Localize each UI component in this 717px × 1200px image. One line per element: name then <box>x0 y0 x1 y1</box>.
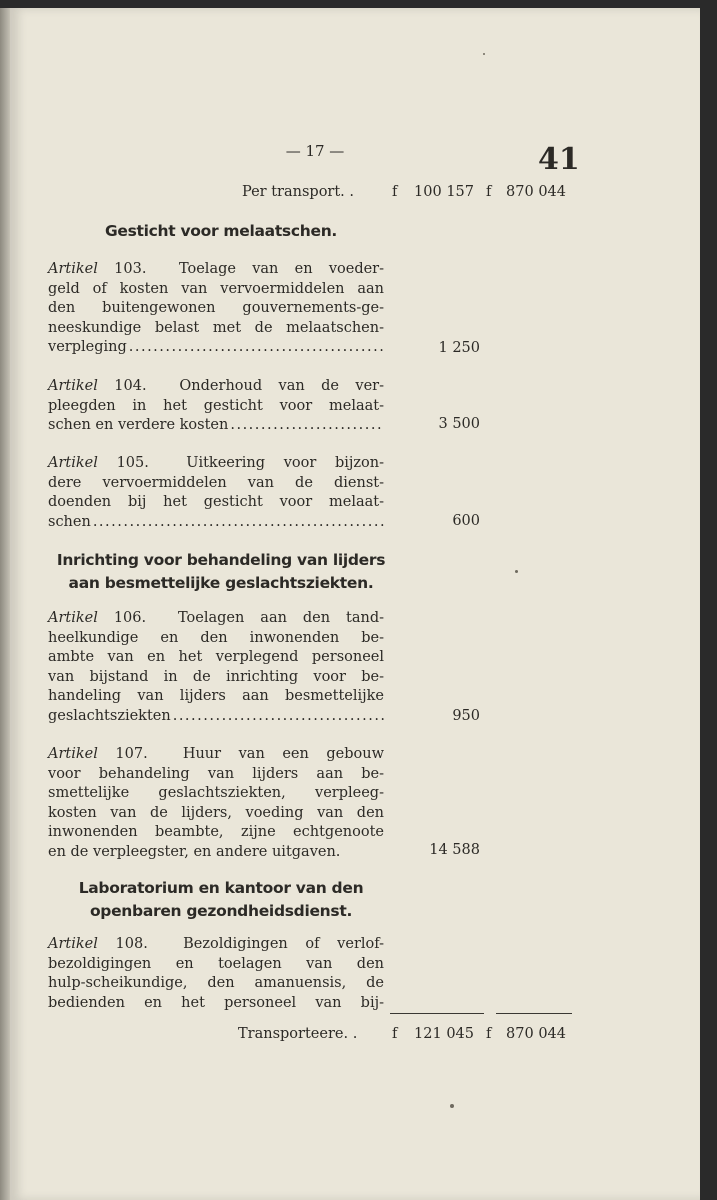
article-line <box>48 745 384 765</box>
document-page <box>10 8 700 1200</box>
stamped-page-number: 41 <box>538 142 580 177</box>
article-108 <box>48 935 384 1013</box>
article-amount: 3 500 <box>438 416 480 432</box>
article-line <box>48 513 384 533</box>
currency-symbol: f <box>486 1026 492 1042</box>
article-number: 103. <box>114 261 147 277</box>
article-number: 105. <box>116 455 149 471</box>
article-label: Artikel <box>48 378 98 394</box>
article-line: pleegden in het gesticht voor melaat- <box>48 397 384 414</box>
article-text: Huur van een gebouw <box>182 746 384 762</box>
article-label: Artikel <box>48 746 98 762</box>
article-text: geslachtsziekten <box>48 707 171 724</box>
heading-line: openbaren gezondheidsdienst. <box>89 902 353 920</box>
article-amount: 950 <box>452 708 480 724</box>
article-text: Bezoldigingen of verlof- <box>183 936 384 952</box>
article-line <box>48 935 384 955</box>
leader-dots <box>173 707 384 727</box>
article-line <box>48 377 384 397</box>
article-label: Artikel <box>48 936 98 952</box>
transport-label: Transporteere. . <box>238 1026 358 1042</box>
article-104 <box>48 377 384 436</box>
article-line <box>48 707 384 727</box>
article-label: Artikel <box>48 610 98 626</box>
article-text: verpleging <box>48 339 127 356</box>
leader-dots <box>93 513 384 533</box>
article-number: 108. <box>115 936 148 952</box>
article-text: schen <box>48 513 91 530</box>
article-text: Toelage van en voeder- <box>178 261 385 277</box>
article-text: Uitkeering voor bijzon- <box>186 455 385 471</box>
article-106 <box>48 609 384 727</box>
article-number: 106. <box>113 610 147 626</box>
article-105 <box>48 454 384 532</box>
transport-value-2: 870 044 <box>506 1026 566 1042</box>
article-line: bedienden en het personeel van bij- <box>48 994 384 1011</box>
section-heading <box>46 549 396 595</box>
paper-speck <box>450 1104 454 1108</box>
section-heading <box>46 220 396 243</box>
article-line: van bijstand in de inrichting voor be- <box>48 668 384 685</box>
currency-symbol: f <box>392 1026 398 1042</box>
article-line <box>48 454 384 474</box>
article-text: Toelagen aan den tand- <box>178 610 385 626</box>
article-line: dere vervoermiddelen van de dienst- <box>48 474 384 491</box>
article-amount: 600 <box>452 513 480 529</box>
transport-carried-over <box>238 1026 572 1046</box>
article-amount: 1 250 <box>438 340 480 356</box>
article-line: geld of kosten van vervoermiddelen aan <box>48 280 384 297</box>
article-label: Artikel <box>48 261 98 277</box>
article-line: doenden bij het gesticht voor melaat- <box>48 494 384 511</box>
article-line: den buitengewonen gouvernements-ge- <box>48 300 384 317</box>
paper-speck <box>483 53 485 55</box>
sum-rule <box>496 1013 572 1014</box>
transport-value-1: 100 157 <box>414 184 474 200</box>
leader-dots <box>129 338 384 358</box>
article-line: ambte van en het verplegend personeel <box>48 649 384 666</box>
article-103 <box>48 260 384 358</box>
page-number: — 17 — <box>285 142 345 160</box>
article-line <box>48 260 384 280</box>
article-107 <box>48 745 384 863</box>
article-text: Onderhoud van de ver- <box>179 378 385 394</box>
article-text: schen en verdere kosten <box>48 417 229 434</box>
heading-line: Gesticht voor melaatschen. <box>104 222 338 240</box>
section-heading <box>46 877 396 923</box>
transport-carried-forward <box>242 184 572 204</box>
article-line: inwonenden beambte, zijne echtgenoote <box>48 824 384 841</box>
article-line: voor behandeling van lijders aan be- <box>48 765 384 782</box>
article-amount: 14 588 <box>429 842 480 858</box>
article-number: 107. <box>115 746 148 762</box>
article-line <box>48 416 384 436</box>
article-line <box>48 338 384 358</box>
paper-speck <box>515 570 518 573</box>
currency-symbol: f <box>392 184 398 200</box>
heading-line: aan besmettelijke geslachtsziekten. <box>68 574 374 592</box>
transport-value-1: 121 045 <box>414 1026 474 1042</box>
article-line: smettelijke geslachtsziekten, verpleeg- <box>48 785 384 802</box>
article-line <box>48 609 384 629</box>
transport-label: Per transport. . <box>242 184 355 200</box>
article-line: neeskundige belast met de melaatschen- <box>48 319 384 336</box>
article-number: 104. <box>114 378 147 394</box>
transport-value-2: 870 044 <box>506 184 566 200</box>
currency-symbol: f <box>486 184 492 200</box>
sum-rule <box>390 1013 484 1014</box>
article-line: kosten van de lijders, voeding van den <box>48 804 384 821</box>
article-line: bezoldigingen en toelagen van den <box>48 955 384 972</box>
article-line: handeling van lijders aan besmettelijke <box>48 688 384 705</box>
article-line: en de verpleegster, en andere uitgaven. <box>48 843 341 860</box>
leader-dots <box>230 416 384 436</box>
heading-line: Inrichting voor behandeling van lijders <box>56 551 386 569</box>
article-line: heelkundige en den inwonenden be- <box>48 629 384 646</box>
article-line: hulp-scheikundige, den amanuensis, de <box>48 975 384 992</box>
article-label: Artikel <box>48 455 98 471</box>
heading-line: Laboratorium en kantoor van den <box>78 879 364 897</box>
